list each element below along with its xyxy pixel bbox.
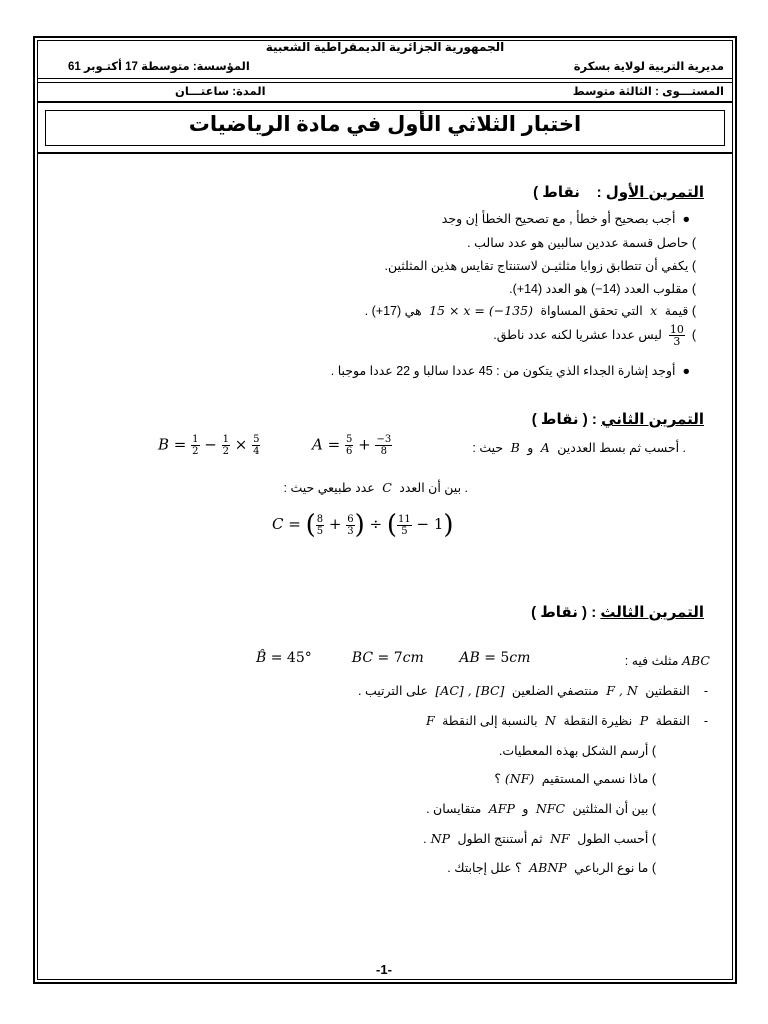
exercise1-heading: التمرين الأول : نقاط ) bbox=[533, 184, 704, 201]
level-line: المستـــوى : الثالثة متوسط bbox=[572, 86, 724, 98]
exercise1-item-3: ) مقلوب العدد (14−) هو العدد (14+). bbox=[509, 282, 696, 296]
exercise3-bullet2: - النقطة P نظيرة النقطة N بالنسبة إلى النقطة F bbox=[421, 713, 708, 728]
exercise2-heading bbox=[532, 410, 704, 428]
exercise3-title: التمرين الثالث bbox=[600, 604, 704, 621]
directorate-line: مديرية التربية لولاية بسكرة bbox=[573, 61, 724, 73]
exercise3-bullet1: - النقطتين F , N منتصفي الضلعين [AC] , [BC] على الترتيب . bbox=[358, 683, 708, 698]
exercise3-q4: ) أحسب الطول NF ثم أستنتج الطول NP . bbox=[423, 831, 656, 846]
exercise3-q3: ) بين أن المثلثين NFC و AFP متقايسان . bbox=[426, 801, 656, 816]
triangle-data: B̂ = 45° BC = 7cm AB = 5cm bbox=[256, 650, 531, 666]
header-divider-2 bbox=[37, 82, 733, 83]
exercise2-title: التمرين الثاني bbox=[601, 411, 704, 428]
equation-C: C = ( $\frac{8}{5}$ + $\frac{6}{3}$ ) ÷ ( $\frac{11}{5}$ − 1) bbox=[272, 510, 454, 540]
exercise2-line1: . أحسب ثم بسط العددين A و B حيث : bbox=[472, 440, 686, 455]
header-bottom-rule bbox=[37, 101, 733, 103]
header-divider bbox=[37, 78, 733, 79]
title-bottom-rule bbox=[37, 152, 733, 154]
exercise2-points: : ( نقاط ) bbox=[531, 411, 597, 428]
exercise1-item-1: ) حاصل قسمة عددين سالبين هو عدد سالب . bbox=[467, 236, 696, 250]
exercise2-line2: . بين أن العدد C عدد طبيعي حيث : bbox=[283, 480, 468, 495]
exercise3-intro: ABC مثلث فيه : bbox=[624, 653, 710, 668]
exercise3-points: : ( نقاط ) bbox=[531, 604, 597, 621]
exercise1-item-4: ) قيمة x التي تحقق المساواة 15 × x = (−135) هي (17+) . bbox=[364, 303, 696, 318]
exam-title: اختبار الثلاثي الأول في مادة الرياضيات bbox=[188, 113, 582, 136]
equation-B: B = $\frac{1}{2}$ − $\frac{1}{2}$ × $\frac{5}{4}$ bbox=[158, 434, 260, 457]
exercise1-instruction: ● أجب بصحيح أو خطأ , مع تصحيح الخطأ إن وجد bbox=[441, 212, 690, 226]
exercise1-points: نقاط ) bbox=[533, 184, 580, 201]
page-number: -1- bbox=[376, 962, 392, 977]
duration-line: المدة: ساعتـــان bbox=[175, 86, 266, 98]
equation-A: A = $\frac{5}{6}$ + $\frac{-3}{8}$ bbox=[312, 434, 392, 457]
exercise3-q5: ) ما نوع الرباعي ABNP ؟ علل إجابتك . bbox=[447, 860, 656, 875]
exercise3-heading bbox=[531, 603, 704, 621]
exercise1-item-6: ● أوجد إشارة الجداء الذي يتكون من : 45 عددا سالبا و 22 عددا موجبا . bbox=[330, 364, 690, 378]
exercise1-title: التمرين الأول bbox=[605, 184, 704, 201]
exercise3-q1: ) أرسم الشكل بهذه المعطيات. bbox=[498, 744, 656, 758]
exercise3-q2: ) ماذا نسمي المستقيم (NF) ؟ bbox=[494, 771, 656, 786]
exercise1-item-5: ) $\frac{10}{3}$ ليس عددا عشريا لكنه عدد ناطق. bbox=[493, 323, 696, 348]
exercise1-item-2: ) يكفي أن تتطابق زوايا مثلثيـن لاستنتاج تقايس هذين المثلثين. bbox=[384, 259, 696, 273]
republic-line: الجمهورية الجزائرية الديمقراطية الشعبية bbox=[265, 40, 505, 54]
institution-line: المؤسسة: متوسطة 17 أكتـوبر 61 bbox=[68, 61, 250, 73]
